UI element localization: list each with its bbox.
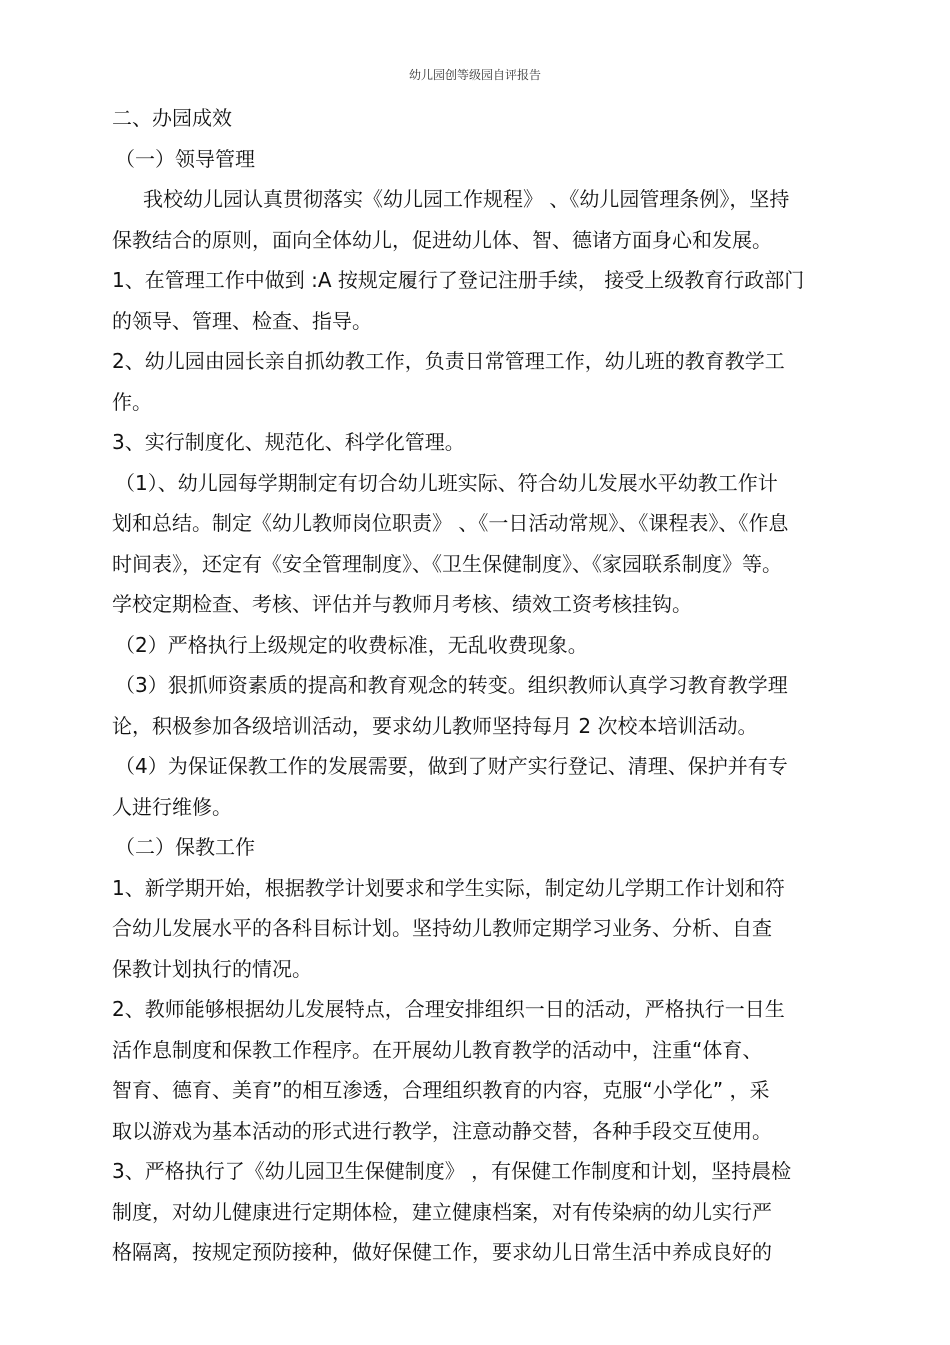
paragraph-line: 作。 — [112, 389, 152, 414]
subsection-heading: （一）领导管理 — [115, 146, 255, 171]
paragraph-line: 制度，对幼儿健康进行定期体检，建立健康档案，对有传染病的幼儿实行严 — [112, 1199, 772, 1224]
paragraph-line: 智育、德育、美育”的相互渗透，合理组织教育的内容，克服“小学化” ，采 — [112, 1078, 770, 1102]
paragraph-line: 1、在管理工作中做到 :A 按规定履行了登记注册手续， 接受上级教育行政部门 — [112, 268, 805, 292]
page-header: 幼儿园创等级园自评报告 — [408, 68, 541, 82]
paragraph-line: 人进行维修。 — [112, 794, 232, 819]
paragraph-line: 我校幼儿园认真贯彻落实《幼儿园工作规程》 、《幼儿园管理条例》，坚持 — [143, 187, 790, 211]
paragraph-line: 时间表》，还定有《安全管理制度》、《卫生保健制度》、《家园联系制度》等。 — [112, 551, 782, 576]
paragraph-line: 2、教师能够根据幼儿发展特点，合理安排组织一日的活动，严格执行一日生 — [112, 997, 785, 1021]
paragraph-line: 划和总结。制定《幼儿教师岗位职责》 、《一日活动常规》、《课程表》、《作息 — [112, 511, 789, 535]
paragraph-line: 保教结合的原则，面向全体幼儿，促进幼儿体、智、德诸方面身心和发展。 — [112, 227, 772, 252]
paragraph-line: （1）、幼儿园每学期制定有切合幼儿班实际、符合幼儿发展水平幼教工作计 — [115, 470, 778, 495]
section-heading: 二、办园成效 — [112, 106, 232, 130]
paragraph-line: 活作息制度和保教工作程序。在开展幼儿教育教学的活动中，注重“体育、 — [112, 1037, 763, 1062]
paragraph-line: 3、实行制度化、规范化、科学化管理。 — [112, 430, 465, 454]
paragraph-line: 的领导、管理、检查、指导。 — [112, 308, 372, 333]
subsection-heading: （二）保教工作 — [115, 835, 255, 859]
paragraph-line: 1、新学期开始，根据教学计划要求和学生实际，制定幼儿学期工作计划和符 — [112, 875, 785, 900]
paragraph-line: 保教计划执行的情况。 — [112, 956, 312, 981]
paragraph-line: 合幼儿发展水平的各科目标计划。坚持幼儿教师定期学习业务、分析、自查 — [112, 916, 772, 940]
paragraph-line: 2、幼儿园由园长亲自抓幼教工作，负责日常管理工作，幼儿班的教育教学工 — [112, 349, 785, 373]
paragraph-line: 3、严格执行了《幼儿园卫生保健制度》 ，有保健工作制度和计划，坚持晨检 — [112, 1159, 792, 1183]
paragraph-line: （2）严格执行上级规定的收费标准，无乱收费现象。 — [115, 632, 588, 657]
paragraph-line: 学校定期检查、考核、评估并与教师月考核、绩效工资考核挂钩。 — [112, 592, 692, 616]
paragraph-line: 论，积极参加各级培训活动，要求幼儿教师坚持每月 2 次校本培训活动。 — [112, 713, 758, 738]
document-body — [112, 98, 872, 1273]
paragraph-line: （3）狠抓师资素质的提高和教育观念的转变。组织教师认真学习教育教学理 — [115, 673, 788, 697]
paragraph-line: 取以游戏为基本活动的形式进行教学，注意动静交替，各种手段交互使用。 — [112, 1118, 772, 1143]
paragraph-line: （4）为保证保教工作的发展需要，做到了财产实行登记、清理、保护并有专 — [115, 754, 788, 778]
paragraph-line: 格隔离，按规定预防接种，做好保健工作，要求幼儿日常生活中养成良好的 — [112, 1240, 772, 1264]
